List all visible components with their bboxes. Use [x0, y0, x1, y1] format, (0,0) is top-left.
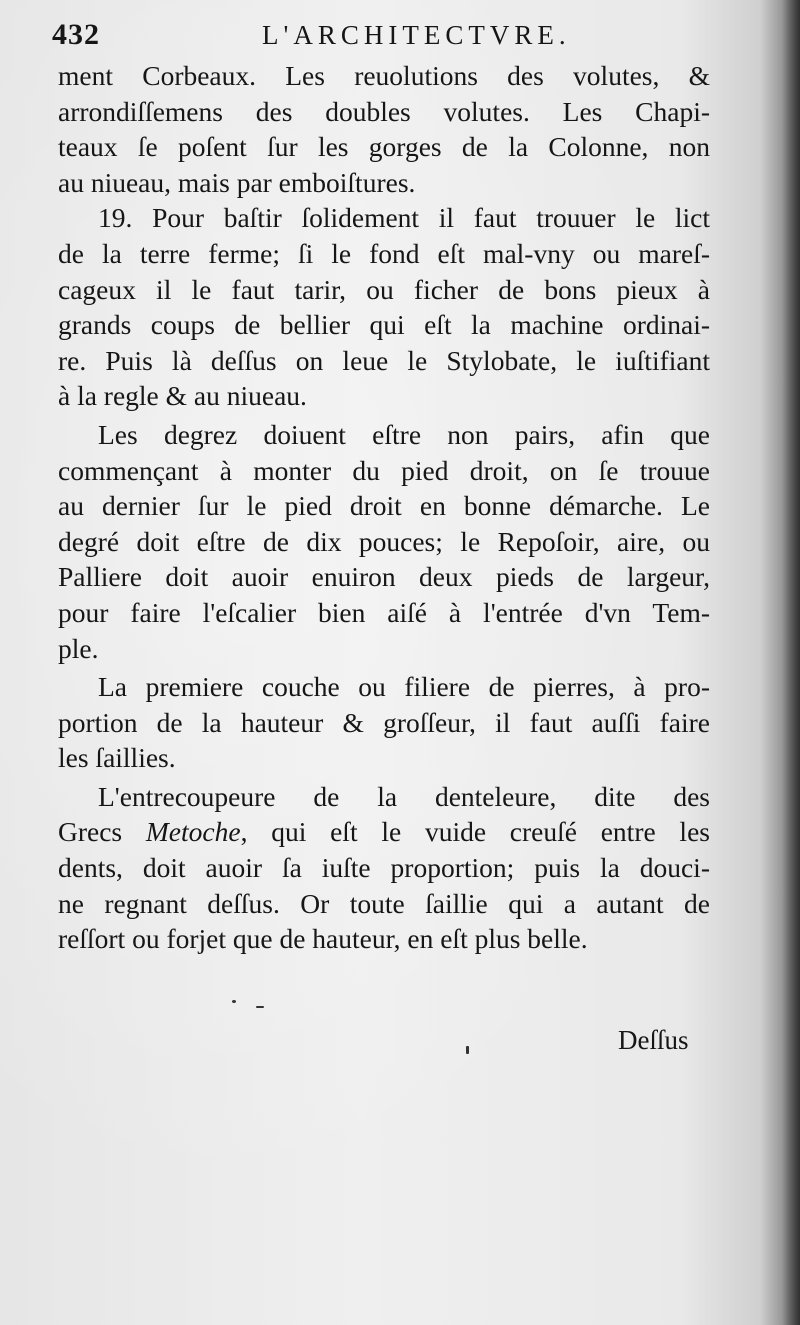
text-line: degré doit eſtre de dix pouces; le Repoſoir, aire, ou	[58, 525, 710, 557]
paragraph-3	[58, 417, 710, 666]
text-line: au niueau, mais par emboiſtures.	[58, 166, 416, 198]
text-line: à la regle & au niueau.	[58, 380, 307, 412]
text-line: 19. Pour baſtir ſolidement il faut trouuer le lict	[98, 202, 710, 234]
text-line: cageux il le faut tarir, ou ficher de bons pieux à	[58, 273, 710, 305]
paragraph-2	[58, 200, 710, 414]
paragraph-4	[58, 669, 710, 776]
catchword: Deſſus	[618, 1025, 689, 1055]
text-line: dents, doit auoir ſa iuſte proportion; puis la douci-	[58, 852, 710, 884]
paragraph-5	[58, 779, 710, 957]
running-head: L'ARCHITECTVRE.	[262, 20, 571, 50]
text-line: teaux ſe poſent ſur les gorges de la Colonne, non	[58, 131, 710, 163]
text-line: arrondiſſemens des doubles volutes. Les Chapi-	[58, 95, 710, 127]
text-line: commençant à monter du pied droit, on ſe trouue	[58, 454, 710, 486]
body-text	[58, 58, 710, 957]
binding-shadow	[782, 0, 800, 1325]
text-line: reſſort ou forjet que de hauteur, en eſt plus belle.	[58, 923, 588, 955]
text-line: les ſaillies.	[58, 742, 176, 774]
page-number: 432	[52, 18, 100, 51]
text-line: La premiere couche ou filiere de pierres, à pro-	[98, 671, 710, 703]
text-line	[58, 814, 710, 850]
text-line: re. Puis là deſſus on leue le Stylobate, le iuſtifiant	[58, 344, 710, 376]
text-line: de la terre ferme; ſi le fond eſt mal-vny ou mareſ-	[58, 237, 710, 269]
text-line: Les degrez doiuent eſtre non pairs, afin que	[98, 418, 710, 450]
ink-speck	[232, 1000, 236, 1003]
ink-speck	[256, 1006, 264, 1008]
text-line: portion de la hauteur & groſſeur, il faut auſſi faire	[58, 706, 710, 738]
text-line: au dernier ſur le pied droit en bonne démarche. Le	[58, 490, 710, 522]
text-line: ne regnant deſſus. Or toute ſaillie qui a autant de	[58, 887, 710, 919]
paragraph-1	[58, 58, 710, 200]
ink-speck	[466, 1046, 469, 1054]
text-fragment: Grecs	[58, 816, 146, 848]
text-line: pour faire l'eſcalier bien aiſé à l'entrée d'vn Tem-	[58, 596, 710, 628]
page-header	[52, 18, 752, 58]
text-line: grands coups de bellier qui eſt la machine ordinai-	[58, 309, 710, 341]
text-line: Palliere doit auoir enuiron deux pieds de largeur,	[58, 561, 710, 593]
text-fragment: , qui eſt le vuide creuſé entre les	[240, 816, 710, 848]
text-line: ment Corbeaux. Les reuolutions des volutes, &	[58, 60, 710, 91]
text-line: ple.	[58, 632, 99, 664]
italic-term: Metoche	[145, 816, 241, 848]
text-line: L'entrecoupeure de la denteleure, dite des	[98, 780, 710, 812]
